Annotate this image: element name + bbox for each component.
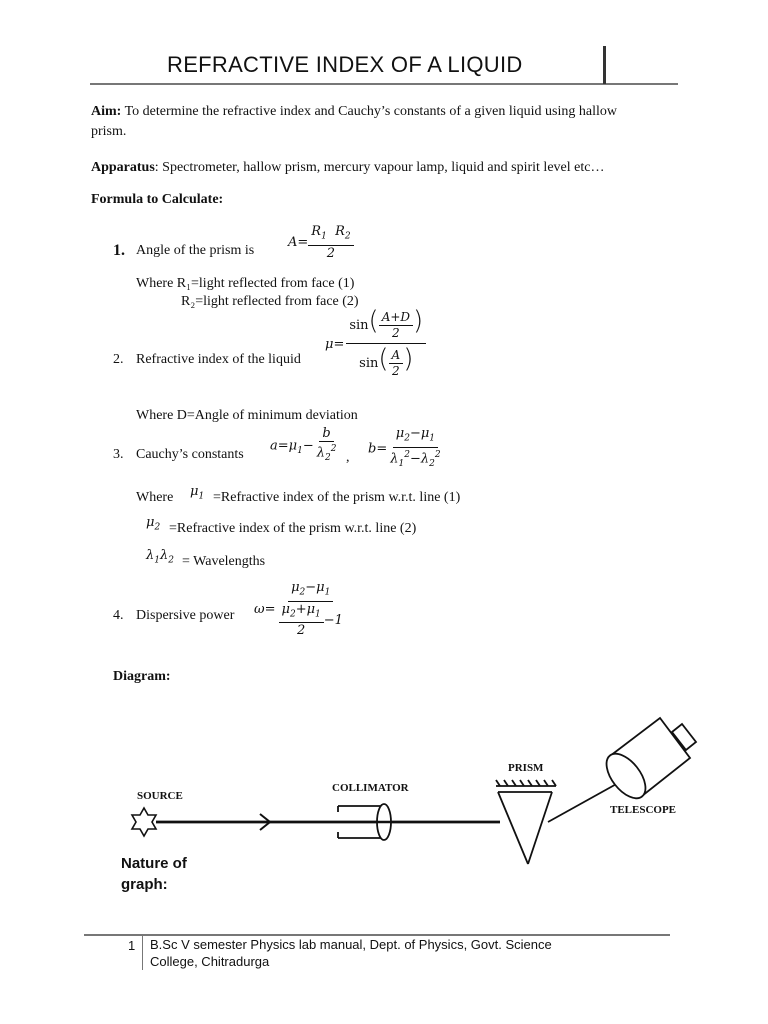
telescope-shape [599, 718, 696, 805]
formula2-where: Where D=Angle of minimum deviation [136, 408, 358, 423]
diagram-label-source: SOURCE [137, 790, 183, 802]
formula2-number: 2. [113, 352, 124, 367]
formula3-number: 3. [113, 447, 124, 462]
mu2-description: =Refractive index of the prism w.r.t. line (2) [169, 521, 417, 536]
footer-line1: B.Sc V semester Physics lab manual, Dept. of Physics, Govt. Science [150, 937, 552, 952]
formula2-equation: μ= sin( $\frac{A+D}{2}$ ) sin( $\frac{A}{2}$ ) [325, 310, 426, 379]
formula1-number: 1. [113, 242, 125, 259]
aim-line [91, 104, 617, 120]
footer-divider [142, 934, 143, 970]
source-star-icon [132, 808, 156, 836]
header-vertical-bar [603, 46, 606, 84]
formula1-where2: R₂=light reflected from face (2) [181, 294, 359, 309]
header-rule [90, 83, 678, 85]
apparatus-label: Apparatus [91, 160, 155, 175]
lambda-symbols: $\lambda_1\lambda_2$ [146, 548, 174, 566]
formula2-text: Refractive index of the liquid [136, 352, 301, 367]
diagram-label-collimator: COLLIMATOR [332, 782, 409, 794]
formula3-text: Cauchy’s constants [136, 447, 244, 462]
footer-page-number: 1 [128, 938, 136, 953]
diagram-heading: Diagram: [113, 669, 171, 684]
formula4-equation: ω= $\mu_2-\mu_1$ $\frac{\mu_2+\mu_1}{2}$ −1 [254, 580, 343, 639]
footer-rule [84, 934, 670, 936]
formula4-text: Dispersive power [136, 608, 235, 623]
footer-line2: College, Chitradurga [150, 954, 270, 969]
refracted-beam [548, 782, 620, 822]
formula1-where1: Where R₁=light reflected from face (1) [136, 276, 355, 291]
formula3-comma: , [346, 450, 350, 465]
aim-label: Aim: [91, 104, 122, 119]
apparatus-line [91, 160, 604, 176]
mu1-symbol: $\mu_1$ [190, 484, 205, 502]
formula1-text: Angle of the prism is [136, 243, 255, 258]
apparatus-text: : Spectrometer, hallow prism, mercury vapour lamp, liquid and spirit level etc… [154, 160, 605, 175]
graph-heading: Nature of graph: [121, 855, 187, 893]
lambda-description: = Wavelengths [182, 554, 266, 569]
formula4-number: 4. [113, 608, 124, 623]
aim-text-cont: prism. [91, 124, 127, 139]
diagram-label-prism: PRISM [508, 762, 544, 774]
aim-text: To determine the refractive index and Cauchy’s constants of a given liquid using hallow [121, 104, 617, 119]
formula-heading: Formula to Calculate: [91, 192, 224, 207]
formula3-equation-a: $a=\mu_1-$ $\frac{b}{\lambda_2^2}$ [270, 426, 337, 463]
mu1-description: =Refractive index of the prism w.r.t. line (1) [213, 490, 461, 505]
diagram-label-telescope: TELESCOPE [610, 804, 677, 816]
prism-shape [496, 780, 556, 864]
mu2-symbol: $\mu_2$ [146, 515, 161, 533]
formula3-where: Where [136, 490, 174, 505]
page-title: REFRACTIVE INDEX OF A LIQUID [167, 52, 523, 77]
formula1-equation: A= $\frac{R_1 R_2}{2}$ [288, 224, 354, 261]
formula3-equation-b: b= $\frac{\mu_2-\mu_1}{\lambda_1^2-\lambda_2^2}$ [368, 426, 441, 469]
